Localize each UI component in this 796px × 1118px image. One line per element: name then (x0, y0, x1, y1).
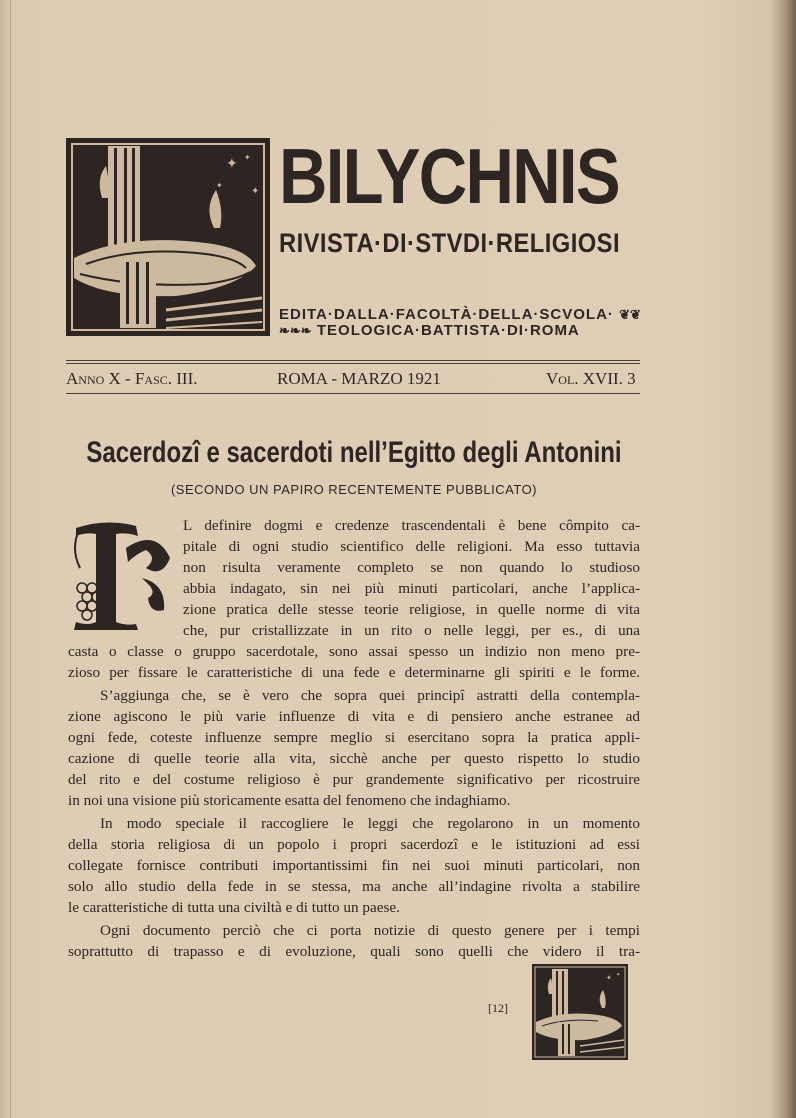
issue-volume-year: Anno X - Fasc. III. (66, 369, 198, 388)
body-line-4: abbia indagato, sin nei più minuti particolari, anche l’applica- (183, 580, 640, 597)
publisher-line-2 (279, 322, 580, 340)
publisher-line-1-text: EDITA·DALLA·FACOLTÀ·DELLA·SCVOLA· (279, 306, 614, 323)
body-line-1: L definire dogmi e credenze trascendentali è bene cômpito ca- (183, 517, 640, 534)
body-line-5: zione pratica delle stesse teorie religiose, in quelle norme di vita (183, 601, 640, 618)
issue-place-date: ROMA - MARZO 1921 (277, 369, 441, 388)
body-line-19: le caratteristiche di tutta una civiltà e di tutto un paese. (68, 899, 400, 916)
body-line-15: In modo speciale il raccogliere le leggi che regolarono in un momento (100, 815, 640, 832)
divider-bottom (66, 393, 640, 394)
divider-top (66, 360, 640, 361)
body-line-3: non risulta veramente completo se non quando lo studioso (183, 559, 640, 576)
ornament-icon: ❦❦ (619, 307, 641, 322)
body-line-10: zione agiscono le più varie influenze di vita e di pensiero anche estranee ad (68, 708, 640, 725)
body-line-18: solo allo studio della fede in se stessa, ma anche all’indagine rivolta a stabilire (68, 878, 640, 895)
svg-text:✦: ✦ (616, 973, 621, 978)
decorated-initial-i-image (66, 518, 176, 632)
footer-woodcut-lamp-image (532, 964, 628, 1060)
body-line-8: zioso per fissare le caratteristiche di una fede e determinarne gli spiriti e le forme. (68, 664, 640, 681)
body-line-12: cazione di quelle teorie alla vita, sicchè anche per questo rispetto lo studio (68, 750, 640, 767)
body-line-14: in noi una visione più storicamente esatta del fenomeno che indaghiamo. (68, 792, 511, 809)
svg-text:✦: ✦ (251, 186, 260, 197)
body-line-16: della storia religiosa di un popolo i propri sacerdozî e le istituzioni ad essi (68, 836, 640, 853)
svg-text:✦: ✦ (244, 153, 251, 162)
body-line-6: che, pur cristallizzate in un rito o nelle leggi, per es., di una (183, 622, 640, 639)
body-line-11: ogni fede, coteste influenze sempre meglio si esercitano sopra la pratica appli- (68, 729, 640, 746)
body-line-2: pitale di ogni studio scientifico delle religioni. Ma esso tuttavia (183, 538, 640, 555)
body-line-20: Ogni documento perciò che ci porta notizie di questo genere per i tempi (100, 922, 640, 939)
article-title: Sacerdozî e sacerdoti nell’Egitto degli Antonini (86, 436, 622, 469)
body-line-17: collegate fornisce contributi importantissimi fin nei suoi minuti particolari, non (68, 857, 640, 874)
journal-title: BILYCHNIS (279, 132, 619, 220)
body-line-9: S’aggiunga che, se è vero che sopra quei principî astratti della contempla- (100, 687, 640, 704)
journal-subtitle: RIVISTA·DI·STVDI·RELIGIOSI (279, 228, 621, 258)
article-subtitle: (SECONDO UN PAPIRO RECENTEMENTE PUBBLICATO) (170, 482, 538, 497)
ornament-icon: ❧❧❧ (279, 323, 312, 338)
masthead-woodcut-lamp-image (66, 138, 270, 336)
divider-top-thin (66, 363, 640, 364)
page-number: [12] (488, 1001, 508, 1015)
svg-text:✦: ✦ (606, 974, 612, 982)
issue-volume: Vol. XVII. 3 (546, 369, 636, 388)
publisher-line-2-text: TEOLOGICA·BATTISTA·DI·ROMA (316, 322, 580, 339)
svg-text:✦: ✦ (216, 181, 223, 190)
body-line-7: casta o classe o gruppo sacerdotale, sono assai spesso un indizio non meno pre- (68, 643, 640, 660)
svg-text:✦: ✦ (226, 157, 238, 172)
body-line-21: soprattutto di trapasso e di evoluzione, quali sono quelli che videro il tra- (68, 943, 640, 960)
body-line-13: del rito e del costume religioso è pur grandemente significativo per ricostruire (68, 771, 640, 788)
